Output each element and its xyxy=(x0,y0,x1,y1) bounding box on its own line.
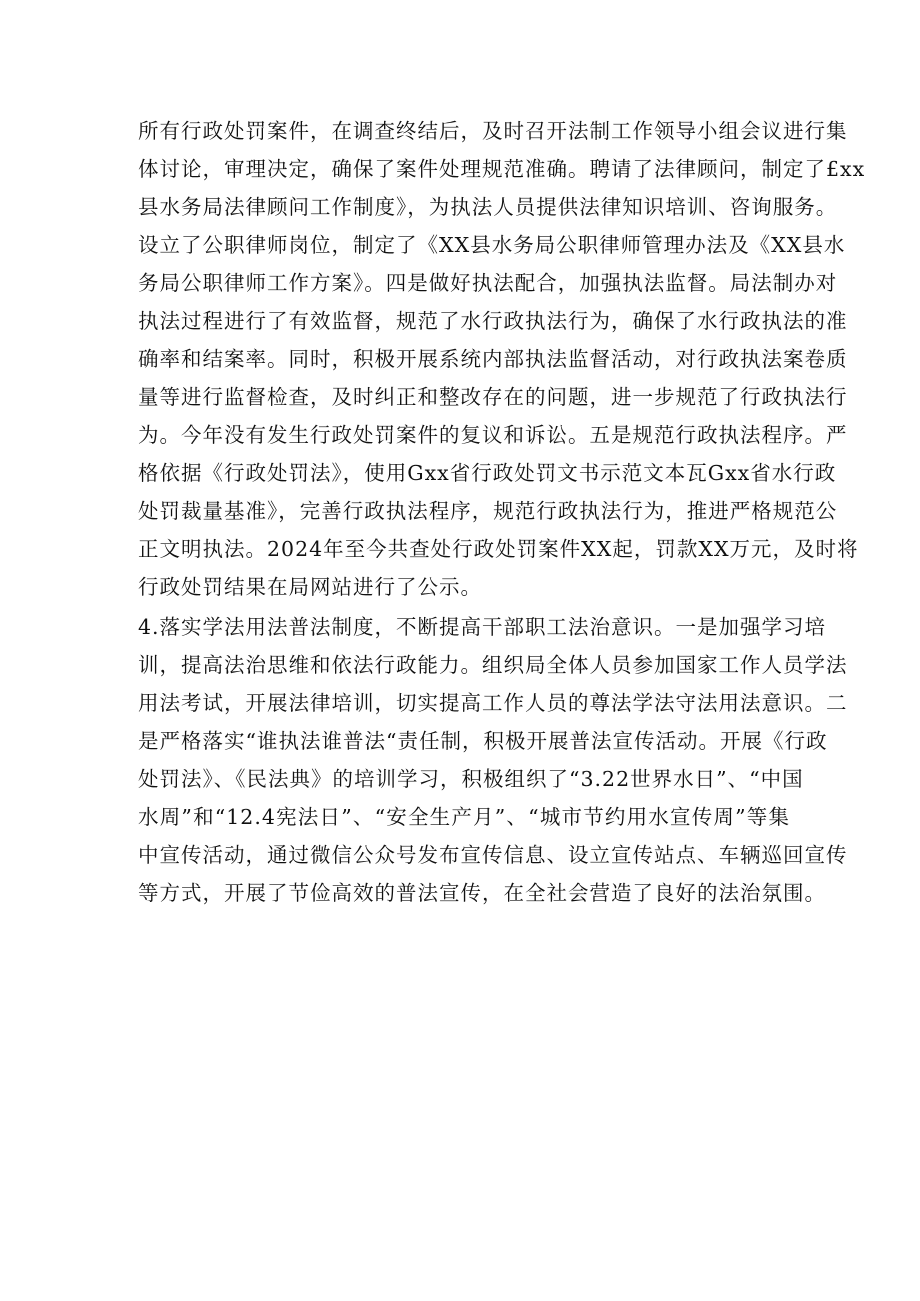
text-line: 用法考试，开展法律培训，切实提高工作人员的尊法学法守法用法意识。二 xyxy=(138,691,848,715)
text-line: 中宣传活动，通过微信公众号发布宣传信息、设立宣传站点、车辆巡回宣传 xyxy=(138,843,848,867)
text-line: 等方式，开展了节俭高效的普法宣传，在全社会营造了良好的法治氛围。 xyxy=(138,881,826,905)
text-line: 处罚法》、《民法典》的培训学习，积极组织了“3.22世界水日”、“中国 xyxy=(138,767,804,791)
text-line: 训，提高法治思维和依法行政能力。组织局全体人员参加国家工作人员学法 xyxy=(138,653,848,677)
text-line: 正文明执法。2024年至今共查处行政处罚案件XX起，罚款XX万元，及时将 xyxy=(138,537,859,561)
text-line: 4.落实学法用法普法制度，不断提高干部职工法治意识。一是加强学习培 xyxy=(138,615,827,639)
text-line: 处罚裁量基准》，完善行政执法程序，规范行政执法行为，推进严格规范公 xyxy=(138,499,838,523)
text-line: 格依据《行政处罚法》，使用Gxx省行政处罚文书示范文本瓦Gxx省水行政 xyxy=(138,461,837,485)
text-line: 量等进行监督检查，及时纠正和整改存在的问题，进一步规范了行政执法行 xyxy=(138,385,848,409)
text-line: 行政处罚结果在局网站进行了公示。 xyxy=(138,575,482,599)
text-line: 务局公职律师工作方案》。四是做好执法配合，加强执法监督。局法制办对 xyxy=(138,271,838,295)
text-line: 县水务局法律顾问工作制度》，为执法人员提供法律知识培训、咨询服务。 xyxy=(138,195,838,219)
text-line: 是严格落实“谁执法谁普法“责任制，积极开展普法宣传活动。开展《行政 xyxy=(138,729,828,753)
text-line: 体讨论，审理决定，确保了案件处理规范准确。聘请了法律顾问，制定了£xx xyxy=(138,157,866,181)
text-line: 确率和结案率。同时，积极开展系统内部执法监督活动，对行政执法案卷质 xyxy=(138,347,848,371)
text-line: 为。今年没有发生行政处罚案件的复议和诉讼。五是规范行政执法程序。严 xyxy=(138,423,848,447)
paragraph-legal-education xyxy=(138,608,848,912)
text-line: 水周”和“12.4宪法日”、“安全生产月”、“城市节约用水宣传周”等集 xyxy=(138,805,790,829)
text-line: 设立了公职律师岗位，制定了《XX县水务局公职律师管理办法及《XX县水 xyxy=(138,233,846,257)
text-line: 执法过程进行了有效监督，规范了水行政执法行为，确保了水行政执法的准 xyxy=(138,309,848,333)
document-body xyxy=(138,112,866,912)
text-line: 所有行政处罚案件，在调查终结后，及时召开法制工作领导小组会议进行集 xyxy=(138,119,848,143)
paragraph-enforcement xyxy=(138,112,866,606)
